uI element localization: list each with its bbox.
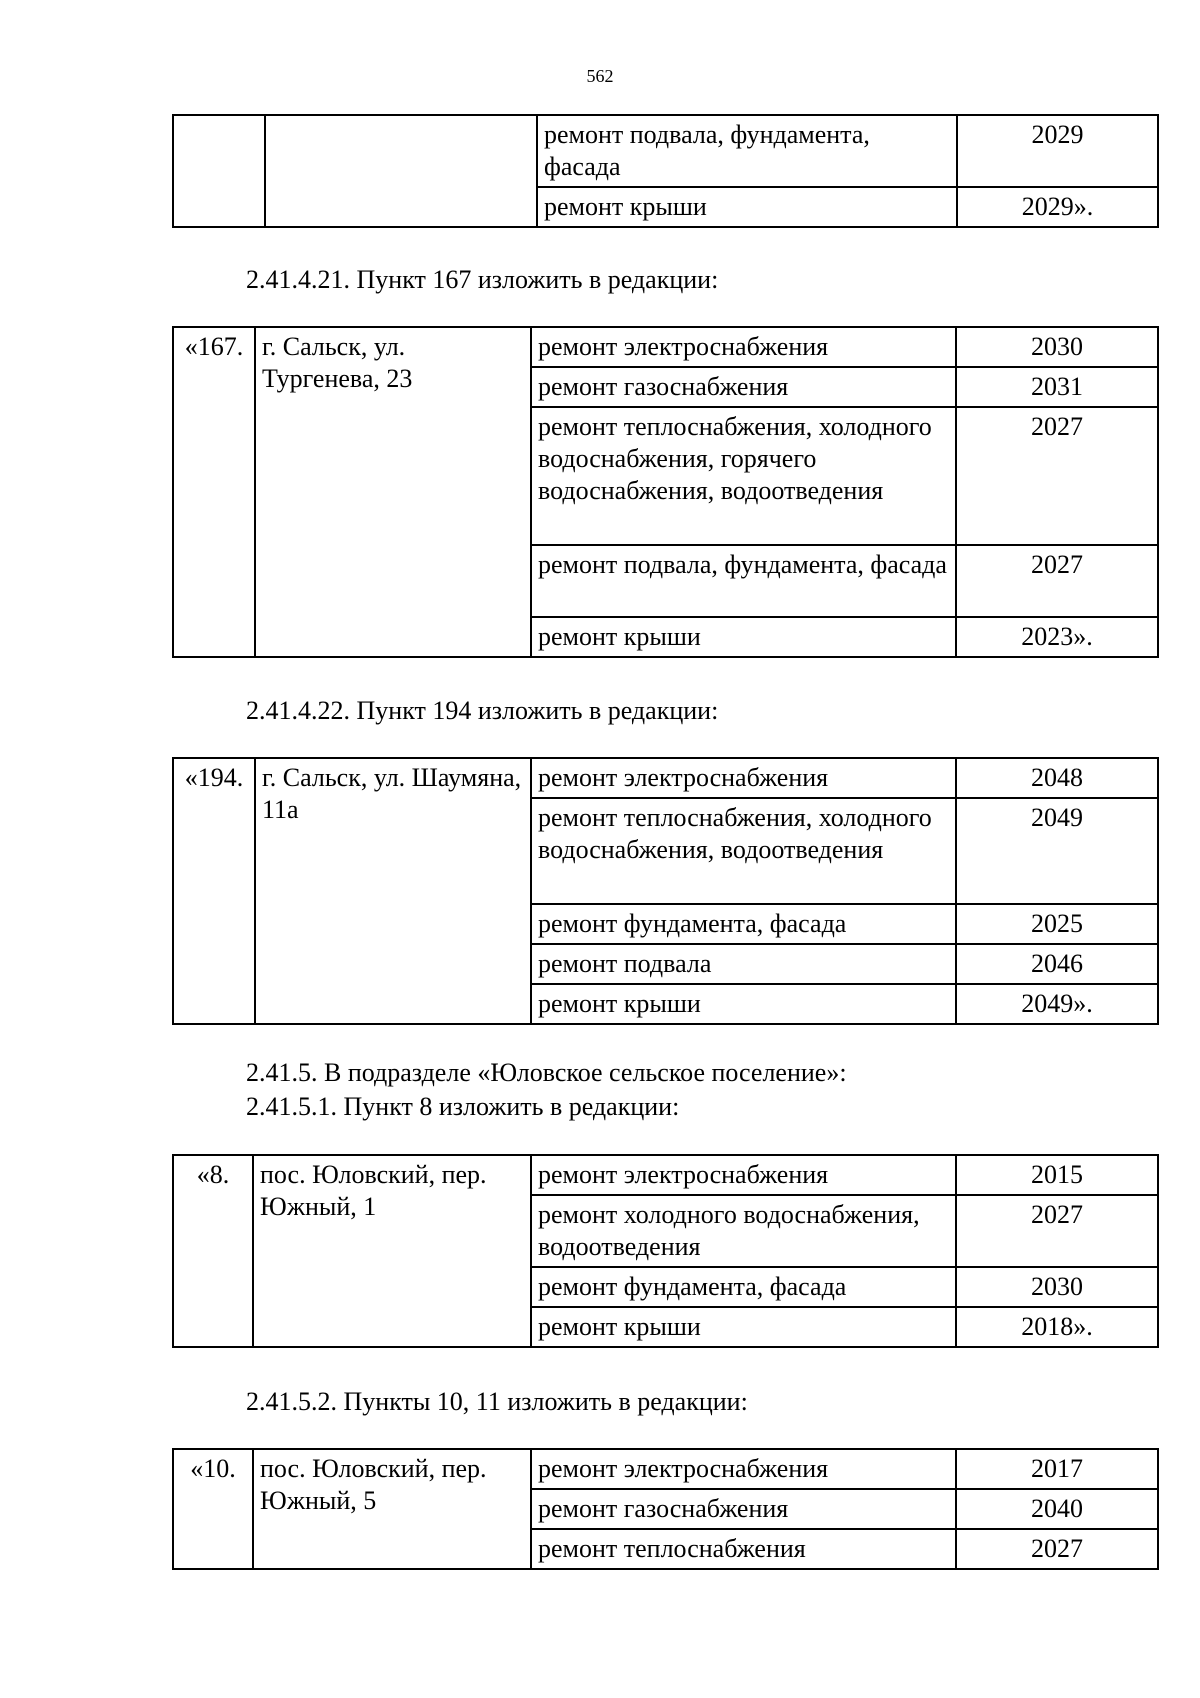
work-cell: ремонт электроснабжения — [531, 758, 956, 798]
year-cell: 2029 — [957, 115, 1158, 187]
table-row — [173, 1155, 1158, 1195]
work-cell: ремонт теплоснабжения — [531, 1529, 956, 1569]
table-item-8 — [172, 1154, 1159, 1348]
address-cell: пос. Юловский, пер. Южный, 1 — [253, 1155, 531, 1347]
table-item-167 — [172, 326, 1159, 658]
number-cell: «194. — [173, 758, 255, 1024]
table-row — [173, 327, 1158, 367]
address-cell — [265, 115, 537, 227]
work-cell: ремонт теплоснабжения, холодного водоснабжения, водоотведения — [531, 798, 956, 904]
number-cell — [173, 115, 265, 227]
address-cell: г. Сальск, ул. Тургенева, 23 — [255, 327, 531, 657]
table-item-10 — [172, 1448, 1159, 1570]
table-item-194 — [172, 757, 1159, 1025]
table-row — [173, 115, 1158, 187]
year-cell: 2015 — [956, 1155, 1158, 1195]
paragraph-item-167: 2.41.4.21. Пункт 167 изложить в редакции: — [246, 265, 719, 294]
year-cell: 2018». — [956, 1307, 1158, 1347]
number-cell: «8. — [173, 1155, 253, 1347]
year-cell: 2046 — [956, 944, 1158, 984]
number-cell: «10. — [173, 1449, 253, 1569]
work-cell: ремонт подвала, фундамента, фасада — [537, 115, 957, 187]
year-cell: 2049». — [956, 984, 1158, 1024]
year-cell: 2029». — [957, 187, 1158, 227]
year-cell: 2040 — [956, 1489, 1158, 1529]
work-cell: ремонт фундамента, фасада — [531, 1267, 956, 1307]
work-cell: ремонт крыши — [531, 617, 956, 657]
address-cell: г. Сальск, ул. Шаумяна, 11а — [255, 758, 531, 1024]
year-cell: 2030 — [956, 327, 1158, 367]
work-cell: ремонт крыши — [531, 984, 956, 1024]
work-cell: ремонт подвала — [531, 944, 956, 984]
work-cell: ремонт газоснабжения — [531, 367, 956, 407]
table-row — [173, 758, 1158, 798]
year-cell: 2030 — [956, 1267, 1158, 1307]
year-cell: 2025 — [956, 904, 1158, 944]
work-cell: ремонт электроснабжения — [531, 1155, 956, 1195]
paragraph-item-8: 2.41.5.1. Пункт 8 изложить в редакции: — [246, 1092, 680, 1121]
year-cell: 2027 — [956, 407, 1158, 545]
year-cell: 2027 — [956, 1529, 1158, 1569]
work-cell: ремонт электроснабжения — [531, 327, 956, 367]
work-cell: ремонт крыши — [537, 187, 957, 227]
year-cell: 2048 — [956, 758, 1158, 798]
work-cell: ремонт подвала, фундамента, фасада — [531, 545, 956, 617]
year-cell: 2023». — [956, 617, 1158, 657]
year-cell: 2027 — [956, 1195, 1158, 1267]
year-cell: 2031 — [956, 367, 1158, 407]
year-cell: 2017 — [956, 1449, 1158, 1489]
year-cell: 2027 — [956, 545, 1158, 617]
table-continuation — [172, 114, 1159, 228]
paragraph-items-10-11: 2.41.5.2. Пункты 10, 11 изложить в редакции: — [246, 1387, 748, 1416]
year-cell: 2049 — [956, 798, 1158, 904]
paragraph-item-194: 2.41.4.22. Пункт 194 изложить в редакции: — [246, 696, 719, 725]
paragraph-subsection: 2.41.5. В подразделе «Юловское сельское поселение»: — [246, 1058, 847, 1087]
address-cell: пос. Юловский, пер. Южный, 5 — [253, 1449, 531, 1569]
table-row — [173, 1449, 1158, 1489]
work-cell: ремонт теплоснабжения, холодного водоснабжения, горячего водоснабжения, водоотведения — [531, 407, 956, 545]
number-cell: «167. — [173, 327, 255, 657]
work-cell: ремонт крыши — [531, 1307, 956, 1347]
work-cell: ремонт электроснабжения — [531, 1449, 956, 1489]
work-cell: ремонт холодного водоснабжения, водоотведения — [531, 1195, 956, 1267]
work-cell: ремонт фундамента, фасада — [531, 904, 956, 944]
page-number: 562 — [586, 66, 614, 86]
work-cell: ремонт газоснабжения — [531, 1489, 956, 1529]
